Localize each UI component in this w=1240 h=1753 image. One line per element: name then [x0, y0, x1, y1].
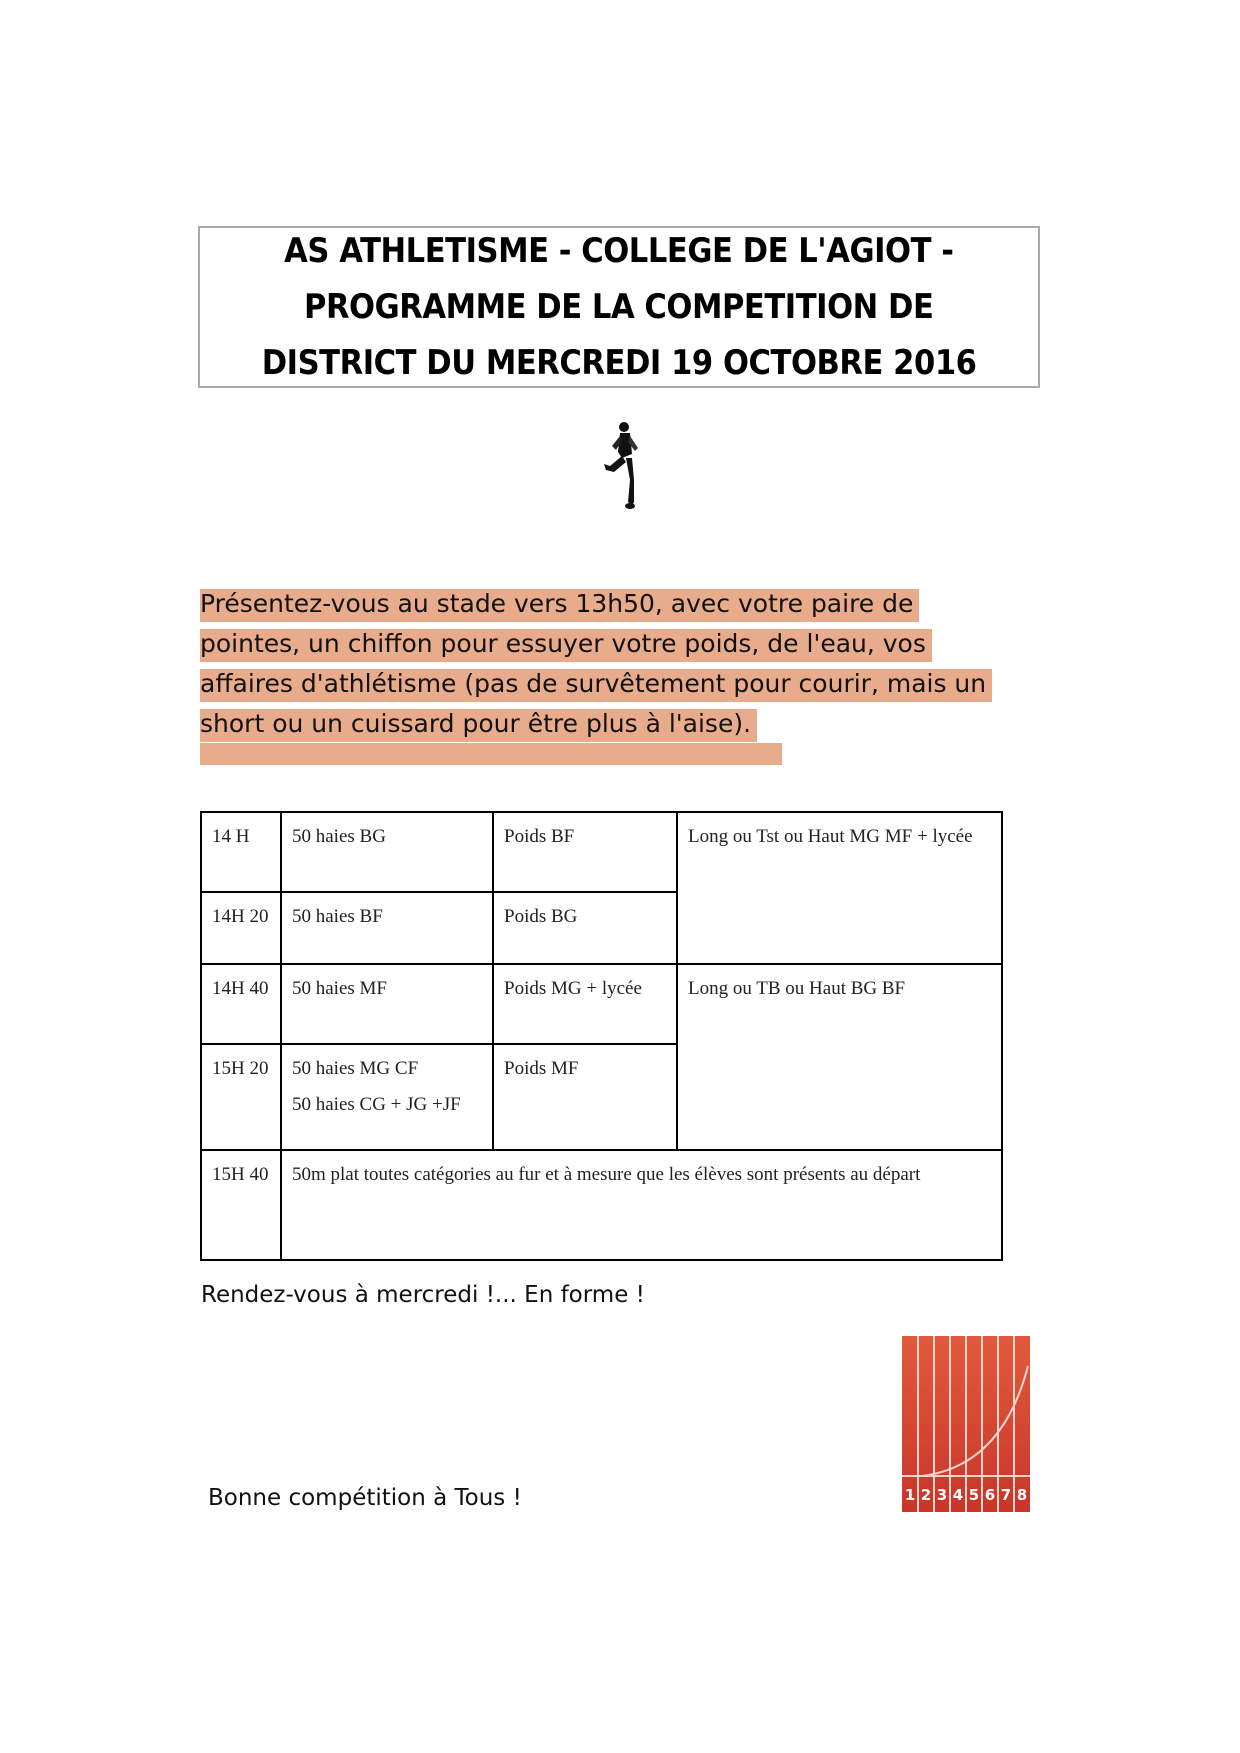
haies-cell: 50 haies MF [281, 964, 493, 1044]
svg-text:6: 6 [984, 1486, 996, 1504]
poids-cell: Poids BG [493, 892, 677, 964]
full-width-cell: 50m plat toutes catégories au fur et à mesure que les élèves sont présents au départ [281, 1150, 1002, 1260]
svg-text:8: 8 [1016, 1486, 1028, 1504]
intro-line-1: Présentez-vous au stade vers 13h50, avec votre paire de [200, 589, 919, 622]
intro-line-4: short ou un cuissard pour être plus à l'aise). [200, 709, 757, 742]
sauts-cell: Long ou TB ou Haut BG BF [677, 964, 1002, 1150]
svg-text:2: 2 [920, 1486, 932, 1504]
poids-cell: Poids MG + lycée [493, 964, 677, 1044]
closing-message: Bonne compétition à Tous ! [208, 1485, 522, 1511]
title-box [198, 226, 1040, 388]
haies-cell [281, 1044, 493, 1150]
footer-message: Rendez-vous à mercredi !... En forme ! [201, 1282, 645, 1308]
svg-text:1: 1 [904, 1486, 916, 1504]
intro-paragraph [200, 584, 1060, 765]
time-cell: 15H 20 [201, 1044, 281, 1150]
intro-line-3: affaires d'athlétisme (pas de survêtement pour courir, mais un [200, 669, 992, 702]
title-line-3: DISTRICT DU MERCREDI 19 OCTOBRE 2016 [261, 343, 977, 383]
sauts-cell: Long ou Tst ou Haut MG MF + lycée [677, 812, 1002, 964]
table-row [201, 812, 1002, 892]
time-cell: 14H 40 [201, 964, 281, 1044]
haies-cell: 50 haies BF [281, 892, 493, 964]
svg-text:3: 3 [936, 1486, 948, 1504]
schedule-table [200, 811, 1003, 1261]
table-row [201, 964, 1002, 1044]
time-cell: 14H 20 [201, 892, 281, 964]
svg-text:7: 7 [1000, 1486, 1012, 1504]
haies-entry: 50 haies CG + JG +JF [292, 1094, 461, 1115]
highlight-tail [200, 743, 782, 765]
intro-line-2: pointes, un chiffon pour essuyer votre poids, de l'eau, vos [200, 629, 932, 662]
time-cell: 14 H [201, 812, 281, 892]
svg-text:4: 4 [952, 1486, 964, 1504]
poids-cell: Poids MF [493, 1044, 677, 1150]
title-line-2: PROGRAMME DE LA COMPETITION DE [304, 287, 934, 327]
table-row [201, 1150, 1002, 1260]
haies-entry: 50 haies MG CF [292, 1058, 419, 1079]
poids-cell: Poids BF [493, 812, 677, 892]
athletics-track-lanes-image [902, 1336, 1030, 1512]
haies-cell: 50 haies BG [281, 812, 493, 892]
time-cell: 15H 40 [201, 1150, 281, 1260]
svg-text:5: 5 [968, 1486, 980, 1504]
title-line-1: AS ATHLETISME - COLLEGE DE L'AGIOT - [284, 231, 954, 271]
runner-icon [592, 418, 652, 514]
